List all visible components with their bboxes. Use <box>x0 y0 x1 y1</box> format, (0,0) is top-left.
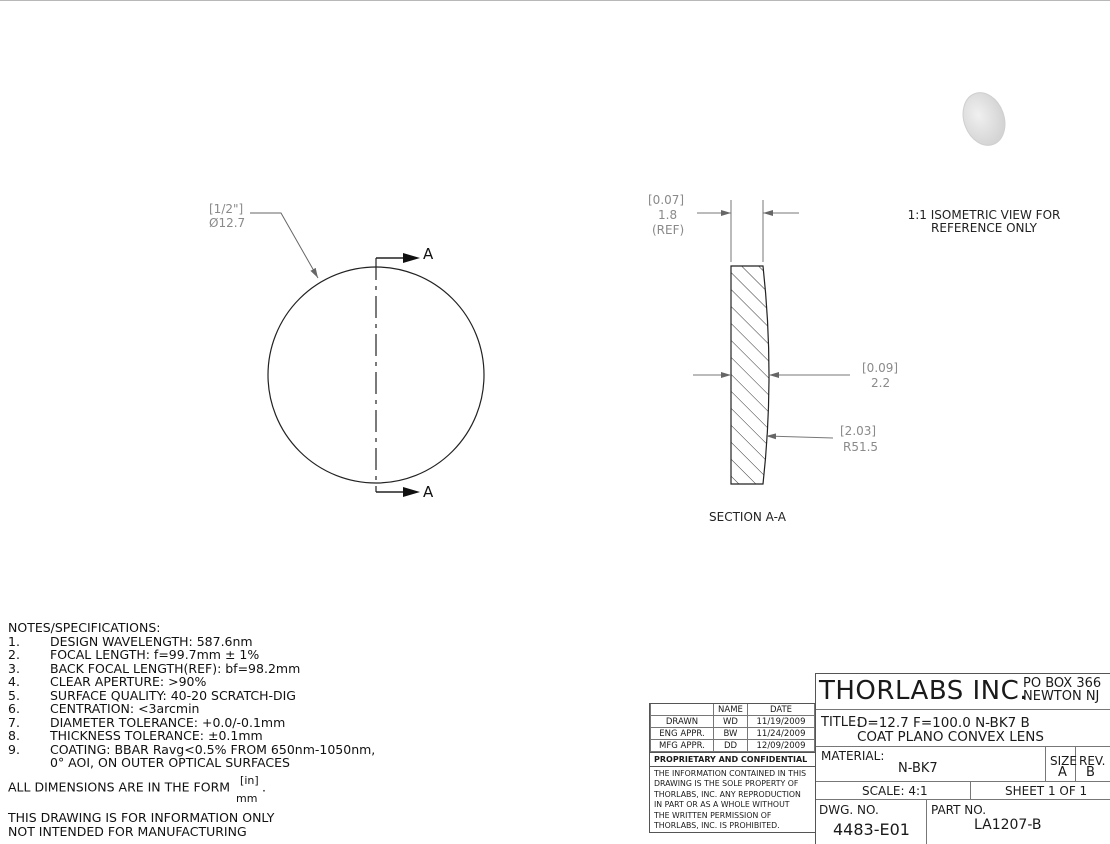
radius-dim-in: [2.03] <box>840 424 877 438</box>
thickness-dim-in: [0.07] <box>648 193 685 207</box>
title-label: TITLE: <box>821 715 861 730</box>
iso-label-line1: 1:1 ISOMETRIC VIEW FOR <box>907 208 1061 222</box>
note-item: 2. FOCAL LENGTH: f=99.7mm ± 1% <box>8 647 260 662</box>
note-item: 3. BACK FOCAL LENGTH(REF): bf=98.2mm <box>8 660 301 676</box>
lens-section-profile <box>731 266 769 484</box>
part-number-label: PART NO. <box>931 803 987 817</box>
notes-title: NOTES/SPECIFICATIONS: <box>8 620 161 635</box>
part-number-value: LA1207-B <box>974 817 1042 833</box>
size-value: A <box>1058 765 1067 780</box>
center-thickness-dim-in: [0.09] <box>862 361 899 375</box>
rev-label: REV. <box>1079 754 1106 768</box>
isometric-view <box>908 87 1061 235</box>
material-label: MATERIAL: <box>821 749 885 763</box>
sheet-divider <box>970 781 971 799</box>
note-item: 5. SURFACE QUALITY: 40-20 SCRATCH-DIG <box>8 687 296 703</box>
approval-table <box>650 704 815 752</box>
thickness-dim-mm: 1.8 <box>658 208 678 222</box>
drawing-number-label: DWG. NO. <box>819 803 879 817</box>
diameter-dim-mm: Ø12.7 <box>209 216 246 230</box>
proprietary-title: PROPRIETARY AND CONFIDENTIAL <box>650 752 815 767</box>
note-item: 9. COATING: BBAR Ravg<0.5% FROM 650nm-1050nm, <box>8 741 376 757</box>
table-row: DRAWN WD 11/19/2009 <box>651 716 815 728</box>
section-label: SECTION A-A <box>709 510 786 524</box>
table-row: ENG APPR. BW 11/24/2009 <box>651 728 815 740</box>
iso-label-line2: REFERENCE ONLY <box>931 221 1037 235</box>
rev-value: B <box>1086 765 1095 780</box>
note-item: 1. DESIGN WAVELENGTH: 587.6nm <box>8 633 253 649</box>
note-item-continuation: 0° AOI, ON OUTER OPTICAL SURFACES <box>50 755 290 770</box>
table-row: MFG APPR. DD 12/09/2009 <box>651 740 815 752</box>
part-divider <box>926 799 927 844</box>
size-label: SIZE <box>1050 754 1077 768</box>
thickness-dim-ref: (REF) <box>652 223 685 237</box>
section-arrow-top-icon <box>403 253 420 263</box>
approval-block <box>649 703 816 833</box>
isometric-lens-image <box>956 87 1012 151</box>
company-address: PO BOX 366 NEWTON NJ <box>1023 676 1102 704</box>
diameter-leader-line <box>250 213 318 278</box>
scale-value: SCALE: 4:1 <box>862 784 928 798</box>
section-arrow-top-label: A <box>423 245 434 263</box>
section-arrow-bottom-icon <box>403 487 420 497</box>
section-view <box>648 193 898 524</box>
center-thickness-dim-mm: 2.2 <box>871 376 891 390</box>
notes-section <box>8 621 375 770</box>
proprietary-text: THE INFORMATION CONTAINED IN THIS DRAWING IS THE SOLE PROPERTY OF THORLABS, INC. ANY REPRODUCTION IN PART OR AS A WHOLE WITHOUT THE WRITTEN PERMISSION OF THORLABS, INC. IS PROHIBITED. <box>654 769 807 831</box>
front-view <box>209 202 484 501</box>
radius-leader-line <box>766 436 833 438</box>
size-divider <box>1045 746 1046 781</box>
radius-dim-mm: R51.5 <box>843 440 879 454</box>
section-arrow-bottom-label: A <box>423 483 434 501</box>
drawing-number-value: 4483-E01 <box>833 820 910 839</box>
title-value-line1: D=12.7 F=100.0 N-BK7 B <box>857 715 1030 731</box>
note-item: 7. DIAMETER TOLERANCE: +0.0/-0.1mm <box>8 714 286 730</box>
material-value: N-BK7 <box>898 761 938 776</box>
dimension-form-note: ALL DIMENSIONS ARE IN THE FORM [in] mm . <box>8 774 267 805</box>
disclaimer-note: THIS DRAWING IS FOR INFORMATION ONLY NOT INTENDED FOR MANUFACTURING <box>8 810 275 839</box>
note-item: 4. CLEAR APERTURE: >90% <box>8 674 207 689</box>
approval-header-row: NAME DATE <box>651 704 815 716</box>
company-name: THORLABS INC. <box>819 676 1029 706</box>
note-item: 6. CENTRATION: <3arcmin <box>8 701 200 716</box>
dimension-form-fraction: [in] mm <box>236 774 259 805</box>
title-value-line2: COAT PLANO CONVEX LENS <box>857 729 1044 745</box>
note-item: 8. THICKNESS TOLERANCE: ±0.1mm <box>8 728 263 743</box>
sheet-value: SHEET 1 OF 1 <box>1005 784 1088 798</box>
diameter-dim-in: [1/2"] <box>209 202 244 216</box>
title-block <box>815 673 1110 844</box>
